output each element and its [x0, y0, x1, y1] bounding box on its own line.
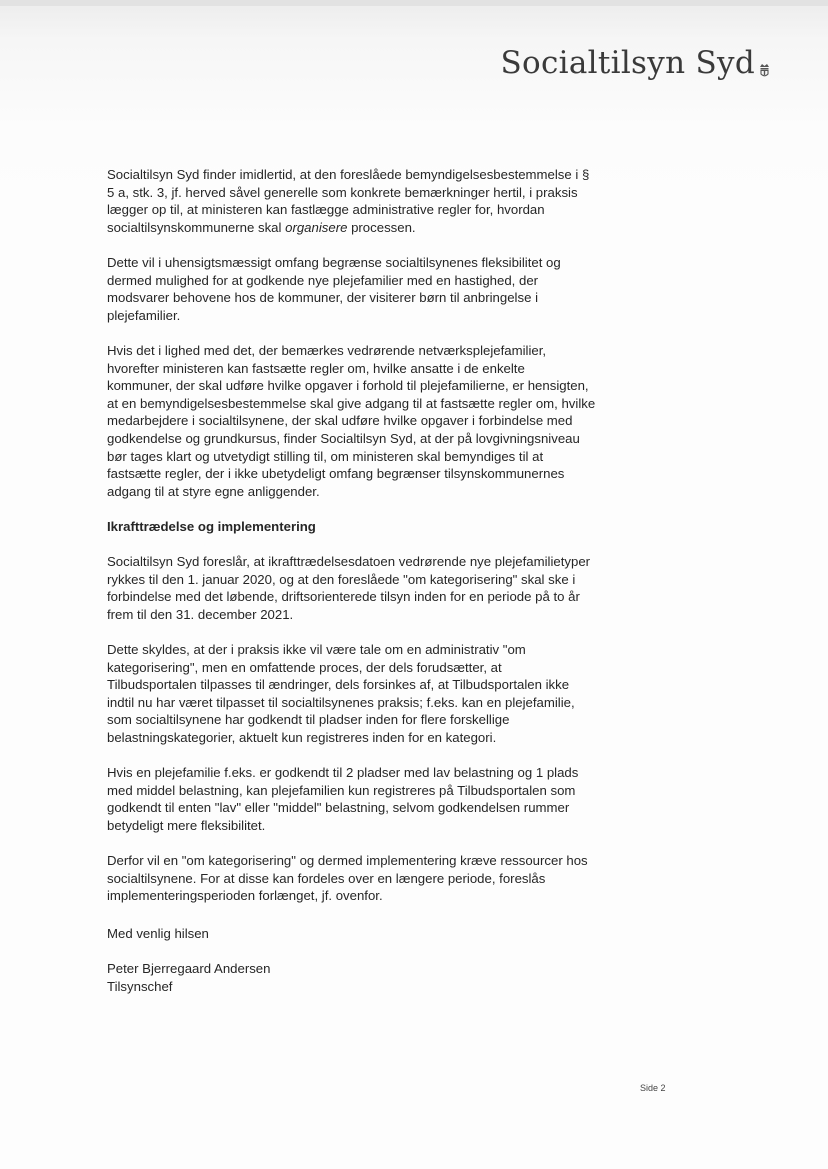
text-line: hvorefter ministeren kan fastsætte regler om, hvilke ansatte i de enkelte — [107, 360, 525, 376]
text-line: forbindelse med det løbende, driftsorienterede tilsyn inden for en periode på to år — [107, 589, 580, 605]
text-line: kategorisering", men en omfattende proces, der dels forudsætter, at — [107, 659, 502, 675]
text-line: Hvis det i lighed med det, der bemærkes vedrørende netværksplejefamilier, — [107, 342, 547, 358]
scan-edge — [0, 0, 828, 6]
text-segment: processen. — [347, 219, 416, 235]
signer-name: Peter Bjerregaard Andersen — [107, 961, 271, 977]
text-line: Derfor vil en "om kategorisering" og dermed implementering kræve ressourcer hos — [107, 853, 588, 869]
section-paragraph-3 — [107, 764, 607, 834]
text-line — [107, 219, 607, 237]
page-number: Side 2 — [640, 1083, 666, 1093]
letter-body — [107, 166, 607, 1013]
text-line: Hvis en plejefamilie f.eks. er godkendt til 2 pladser med lav belastning og 1 plads — [107, 765, 579, 781]
text-line: belastningskategorier, aktuelt kun registreres inden for en kategori. — [107, 730, 497, 745]
text-line: kommuner, der skal udføre hvilke opgaver i forhold til plejefamilierne, er hensigten, — [107, 378, 589, 394]
text-line: modsvarer behovene hos de kommuner, der visiterer børn til anbringelse i — [107, 290, 539, 306]
text-line: indtil nu har været tilpasset til socialtilsynenes praksis; f.eks. kan en plejefamilie, — [107, 694, 575, 710]
text-line: godkendelse og grundkursus, finder Socialtilsyn Syd, at der på lovgivningsniveau — [107, 430, 580, 446]
text-line: 5 a, stk. 3, jf. herved såvel generelle som konkrete bemærkninger hertil, i praksis — [107, 184, 578, 200]
paragraph-3 — [107, 342, 607, 500]
signer-title: Tilsynschef — [107, 978, 173, 994]
text-line: rykkes til den 1. januar 2020, og at den foreslåede "om kategorisering" skal ske i — [107, 571, 576, 587]
greeting-text: Med venlig hilsen — [107, 925, 209, 941]
header-logo — [500, 45, 771, 81]
text-line: Dette skyldes, at der i praksis ikke vil være tale om en administrativ "om — [107, 642, 526, 658]
text-line: bør tages klart og utvetydigt stilling til, om ministeren skal bemyndiges til at — [107, 448, 544, 464]
section-paragraph-2 — [107, 641, 607, 747]
section-paragraph-1 — [107, 553, 607, 623]
signature — [107, 960, 607, 995]
greeting — [107, 925, 607, 943]
paragraph-2 — [107, 254, 607, 324]
section-heading: Ikrafttrædelse og implementering — [107, 518, 316, 534]
text-line: Socialtilsyn Syd foreslår, at ikrafttrædelsesdatoen vedrørende nye plejefamilietyper — [107, 554, 591, 570]
logo-text: Socialtilsyn Syd — [500, 45, 755, 81]
text-line: adgang til at styre egne anliggender. — [107, 483, 320, 499]
text-line: fastsætte regler, der i ikke ubetydeligt omfang begrænser tilsynskommunernes — [107, 466, 565, 482]
crown-crest-icon — [759, 63, 770, 78]
text-line: at en bemyndigelsesbestemmelse skal give adgang til at fastsætte regler om, hvilke — [107, 395, 596, 411]
text-line: med middel belastning, kan plejefamilien kun registreres på Tilbudsportalen som — [107, 782, 576, 798]
section-paragraph-4 — [107, 852, 607, 905]
text-line: godkendt til enten "lav" eller "middel" belastning, selvom godkendelsen rummer — [107, 800, 570, 816]
paragraph-1 — [107, 166, 607, 236]
text-line: plejefamilier. — [107, 307, 181, 323]
emphasized-word: organisere — [285, 219, 348, 235]
text-line: socialtilsynene. For at disse kan fordeles over en længere periode, foreslås — [107, 870, 546, 886]
text-line: Tilbudsportalen tilpasses til ændringer, dels forsinkes af, at Tilbudsportalen ikke — [107, 677, 570, 693]
text-line: frem til den 31. december 2021. — [107, 606, 294, 622]
closing-block — [107, 925, 607, 995]
text-segment: socialtilsynskommunerne skal — [107, 219, 286, 235]
text-line: Dette vil i uhensigtsmæssigt omfang begrænse socialtilsynenes fleksibilitet og — [107, 254, 561, 270]
text-line: Socialtilsyn Syd finder imidlertid, at den foreslåede bemyndigelsesbestemmelse i § — [107, 167, 590, 182]
text-line: betydeligt mere fleksibilitet. — [107, 817, 266, 833]
text-line: medarbejdere i socialtilsynene, der skal udføre hvilke opgaver i forbindelse med — [107, 413, 573, 429]
text-line: dermed mulighed for at godkende nye plejefamilier med en hastighed, der — [107, 272, 539, 288]
text-line: implementeringsperioden forlænget, jf. ovenfor. — [107, 888, 383, 904]
text-line: som socialtilsynene har godkendt til pladser inden for flere forskellige — [107, 712, 510, 728]
text-line: lægger op til, at ministeren kan fastlægge administrative regler for, hvordan — [107, 202, 545, 218]
